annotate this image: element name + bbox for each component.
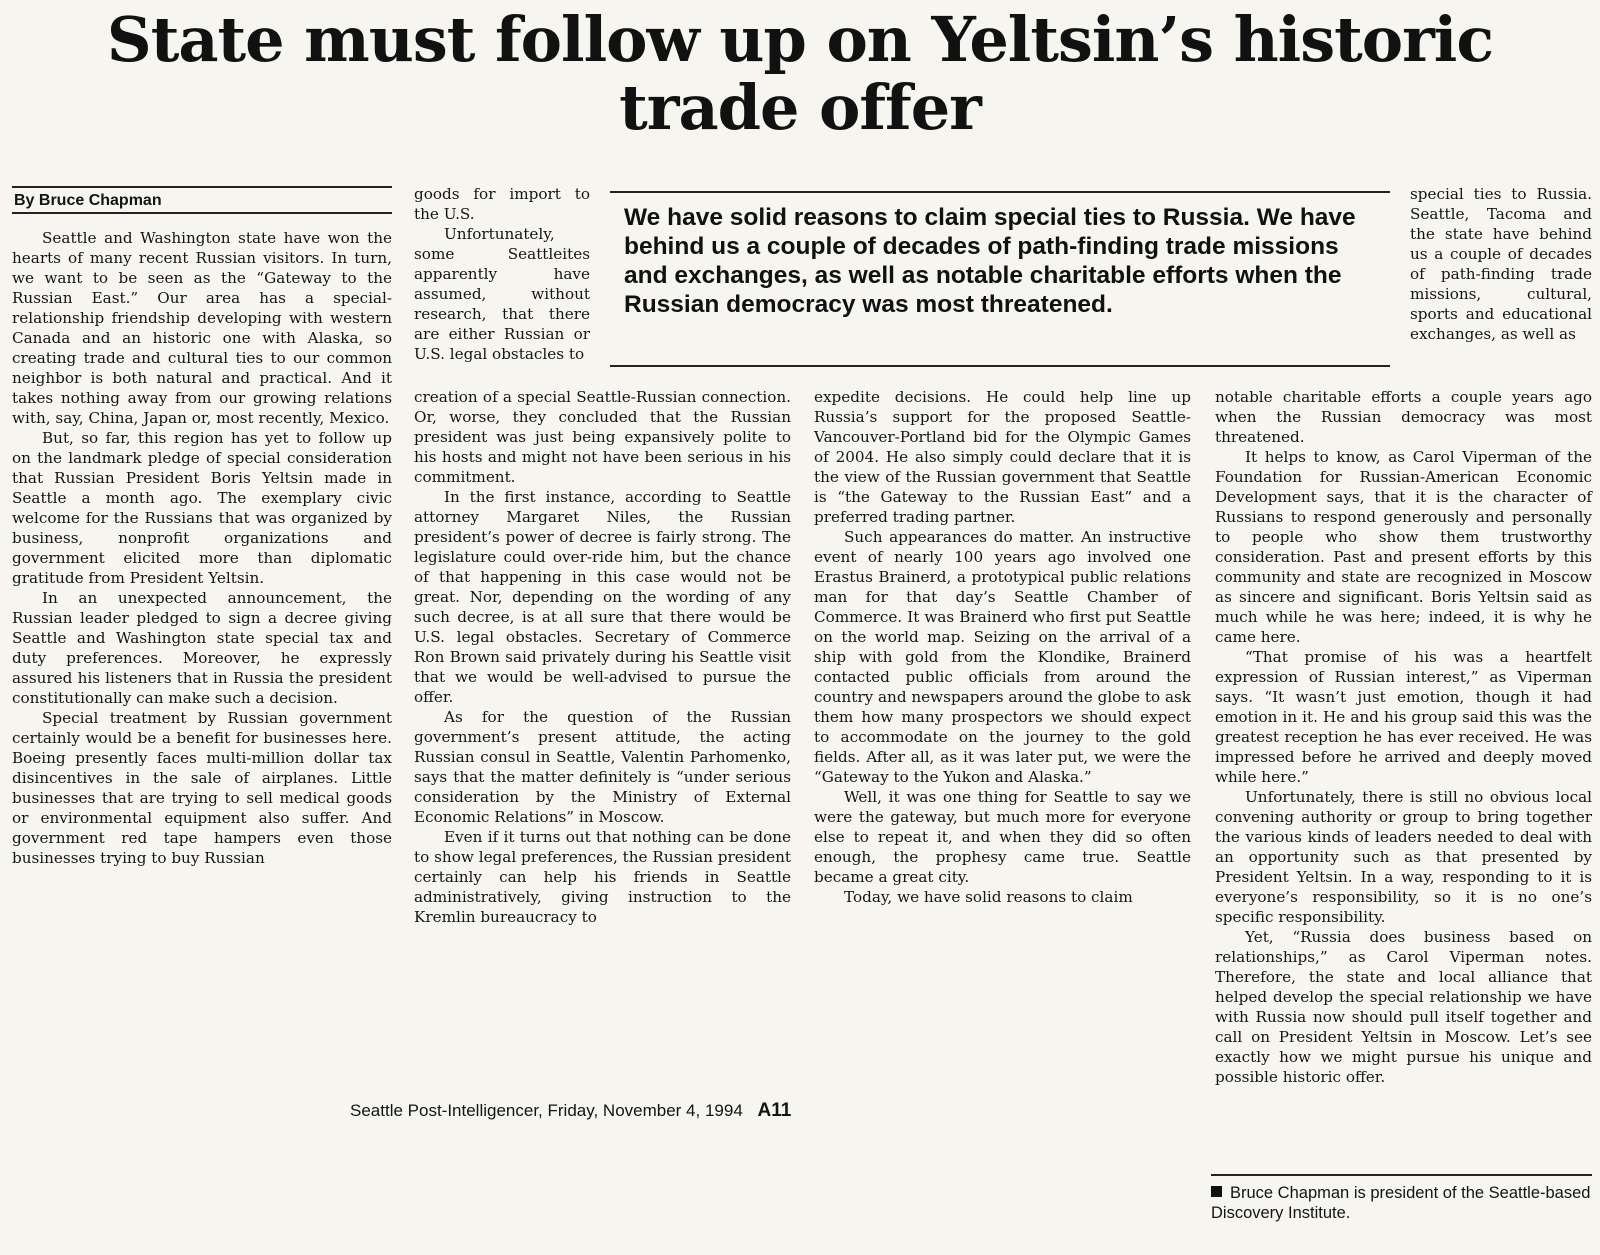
paragraph: Today, we have solid reasons to claim [844, 888, 1133, 906]
headline [0, 3, 1600, 144]
paragraph: goods for import to the U.S. [414, 185, 590, 223]
author-bio-text: Bruce Chapman is president of the Seattle-based Discovery Institute. [1211, 1184, 1591, 1222]
article-column-2-top [414, 184, 590, 364]
byline-rule-bottom [12, 212, 392, 214]
article-column-4-top [1410, 184, 1592, 344]
paragraph: Even if it turns out that nothing can be done to show legal preferences, the Russian president certainly can help his friends in Seattle administratively, giving instruction to the Kremlin bureaucracy to [414, 828, 791, 926]
paragraph: It helps to know, as Carol Viperman of the Foundation for Russian-American Economic Development says, that it is the character of Russians to respond generously and personally to people who show them trustworthy consideration. Past and present efforts by this community and state are recognized in Moscow as sincere and significant. Boris Yeltsin said as much while he was here; indeed, it is why he came here. [1215, 448, 1592, 646]
paragraph: creation of a special Seattle-Russian connection. Or, worse, they concluded that the Russian president was just being expansively polite to his hosts and might not have been serious in his commitment. [414, 388, 791, 486]
byline: By Bruce Chapman [14, 192, 162, 209]
pull-quote-text: We have solid reasons to claim special ties to Russia. We have behind us a couple of decades of path-finding trade missions and exchanges, as well as notable charitable efforts when the Russian democracy was most threatened. [624, 204, 1356, 318]
article-column-1 [12, 228, 392, 868]
headline-line-2: trade offer [619, 71, 981, 144]
page-footer [350, 1100, 791, 1122]
bio-rule [1211, 1174, 1592, 1176]
paragraph: expedite decisions. He could help line up Russia’s support for the proposed Seattle-Vancouver-Portland bid for the Olympic Games of 2004. He also simply could declare that it is the view of the Russian government that Seattle is “the Gateway to the Russian East” and a preferred trading partner. [814, 388, 1191, 526]
paragraph: notable charitable efforts a couple years ago when the Russian democracy was most threatened. [1215, 388, 1592, 446]
paragraph: Unfortunately, some Seattleites apparently have assumed, without research, that there are either Russian or U.S. legal obstacles to [414, 225, 590, 363]
paragraph: Well, it was one thing for Seattle to say we were the gateway, but much more for everyone else to repeat it, and when they did so often enough, the prophesy came true. Seattle became a great city. [814, 788, 1191, 886]
article-column-4-bottom [1215, 387, 1592, 1087]
paragraph: As for the question of the Russian government’s present attitude, the acting Russian consul in Seattle, Valentin Parhomenko, says that the matter definitely is “under serious consideration by the Ministry of External Economic Relations” in Moscow. [414, 708, 791, 826]
pull-quote [610, 191, 1390, 367]
headline-line-1: State must follow up on Yeltsin’s historic [106, 3, 1494, 76]
bullet-square-icon [1211, 1186, 1222, 1197]
paragraph: special ties to Russia. Seattle, Tacoma and the state have behind us a couple of decades of path-finding trade missions, cultural, sports and educational exchanges, as well as [1410, 185, 1592, 343]
paragraph: In an unexpected announcement, the Russian leader pledged to sign a decree giving Seattle and Washington state special tax and duty preferences. Moreover, he expressly assured his listeners that in Russia the president constitutionally can make such a decision. [12, 589, 392, 707]
paragraph: Unfortunately, there is still no obvious local convening authority or group to bring together the various kinds of leaders needed to deal with an opportunity such as that presented by President Yeltsin. In a way, responding to it is everyone’s responsibility, so it is no one’s specific responsibility. [1215, 788, 1592, 926]
paragraph: But, so far, this region has yet to follow up on the landmark pledge of special consideration that Russian President Boris Yeltsin made in Seattle a month ago. The exemplary civic welcome for the Russians that was organized by business, nonprofit organizations and government elicited more than diplomatic gratitude from President Yeltsin. [12, 429, 392, 587]
author-bio [1211, 1183, 1592, 1223]
paragraph: Seattle and Washington state have won the hearts of many recent Russian visitors. In turn, we want to be seen as the “Gateway to the Russian East.” Our area has a special-relationship friendship developing with western Canada and an historic one with Alaska, so creating trade and cultural ties to our common neighbor is both natural and practical. And it takes nothing away from our growing relations with, say, China, Japan or, most recently, Mexico. [12, 229, 392, 427]
paragraph: In the first instance, according to Seattle attorney Margaret Niles, the Russian president’s power of decree is fairly strong. The legislature could over-ride him, but the chance of that happening in this case would not be great. Nor, depending on the wording of any such decree, is at all sure that there would be U.S. legal obstacles. Secretary of Commerce Ron Brown said privately during his Seattle visit that we would be well-advised to pursue the offer. [414, 488, 791, 706]
paragraph: Special treatment by Russian government certainly would be a benefit for businesses here. Boeing presently faces multi-million dollar tax disincentives in the sale of airplanes. Little businesses that are trying to sell medical goods or environmental equipment also suffer. And government red tape hampers even those businesses trying to buy Russian [12, 709, 392, 867]
paragraph: “That promise of his was a heartfelt expression of Russian interest,” as Viperman says. “It wasn’t just emotion, though it had emotion in it. He and his group said this was the greatest reception he has ever received. He was impressed before he arrived and deeply moved while here.” [1215, 648, 1592, 786]
paragraph: Such appearances do matter. An instructive event of nearly 100 years ago involved one Erastus Brainerd, a prototypical public relations man for that day’s Seattle Chamber of Commerce. It was Brainerd who first put Seattle on the world map. Seizing on the arrival of a ship with gold from the Klondike, Brainerd contacted public officials from around the country and newspapers around the globe to ask them how many prospectors we should expect to accommodate on the journey to the gold fields. After all, as it was later put, we were the “Gateway to the Yukon and Alaska.” [814, 528, 1191, 786]
page-number: A11 [757, 1100, 792, 1121]
byline-rule-top [12, 186, 392, 188]
publication-dateline: Seattle Post-Intelligencer, Friday, November 4, 1994 [350, 1101, 743, 1120]
article-column-2-bottom [414, 387, 791, 927]
paragraph: Yet, “Russia does business based on relationships,” as Carol Viperman notes. Therefore, the state and local alliance that helped develop the special relationship we have with Russia now should pull itself together and call on President Yeltsin in Moscow. Let’s see exactly how we might pursue his unique and possible historic offer. [1215, 928, 1592, 1086]
article-column-3 [814, 387, 1191, 907]
